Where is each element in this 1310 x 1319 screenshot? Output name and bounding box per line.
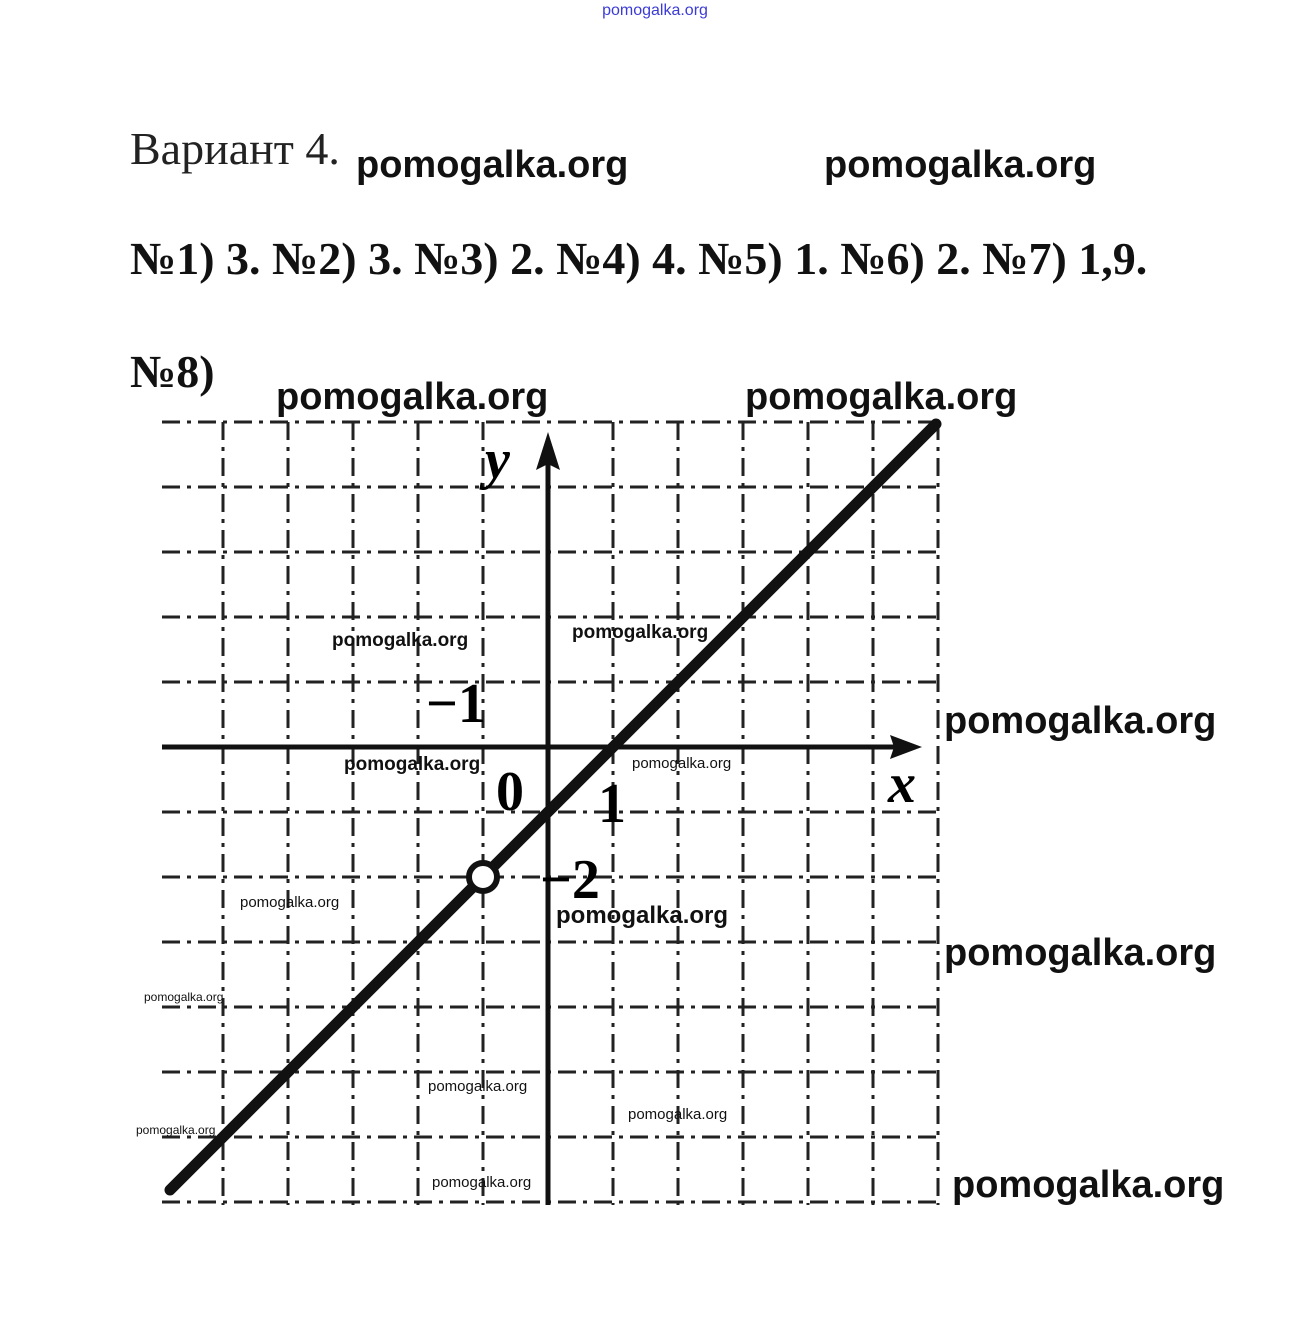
watermark: pomogalka.org bbox=[344, 754, 481, 775]
watermark: pomogalka.org bbox=[144, 990, 224, 1004]
function-line bbox=[170, 424, 936, 1190]
watermark: pomogalka.org bbox=[240, 894, 340, 911]
watermark: pomogalka.org bbox=[952, 1164, 1225, 1206]
answers-line: №1) 3. №2) 3. №3) 2. №4) 4. №5) 1. №6) 2. №7) 1,9. bbox=[130, 233, 1148, 284]
watermark: pomogalka.org bbox=[944, 700, 1217, 742]
excluded-point bbox=[469, 863, 497, 891]
y-tick-label-upper: −1 bbox=[426, 673, 486, 735]
x-axis-label: x bbox=[888, 753, 916, 815]
y-axis-label: y bbox=[485, 429, 510, 491]
y-tick-label-lower: −2 bbox=[540, 849, 600, 911]
watermark: pomogalka.org bbox=[356, 144, 629, 186]
watermark: pomogalka.org bbox=[428, 1078, 528, 1095]
header-watermark[interactable]: pomogalka.org bbox=[602, 2, 708, 19]
task-8-label: №8) bbox=[130, 346, 215, 397]
watermark: pomogalka.org bbox=[556, 902, 729, 929]
variant-title: Вариант 4. bbox=[130, 123, 340, 174]
watermark: pomogalka.org bbox=[572, 622, 709, 643]
x-tick-label: 1 bbox=[598, 773, 626, 835]
origin-label: 0 bbox=[496, 761, 524, 823]
watermark: pomogalka.org bbox=[276, 376, 549, 418]
watermark: pomogalka.org bbox=[944, 932, 1217, 974]
watermark: pomogalka.org bbox=[745, 376, 1018, 418]
watermark: pomogalka.org bbox=[632, 755, 732, 772]
watermark: pomogalka.org bbox=[332, 630, 469, 651]
watermark: pomogalka.org bbox=[136, 1123, 216, 1137]
watermark: pomogalka.org bbox=[824, 144, 1097, 186]
watermark: pomogalka.org bbox=[432, 1174, 532, 1191]
linear-function-graph bbox=[130, 410, 960, 1220]
watermark: pomogalka.org bbox=[628, 1106, 728, 1123]
